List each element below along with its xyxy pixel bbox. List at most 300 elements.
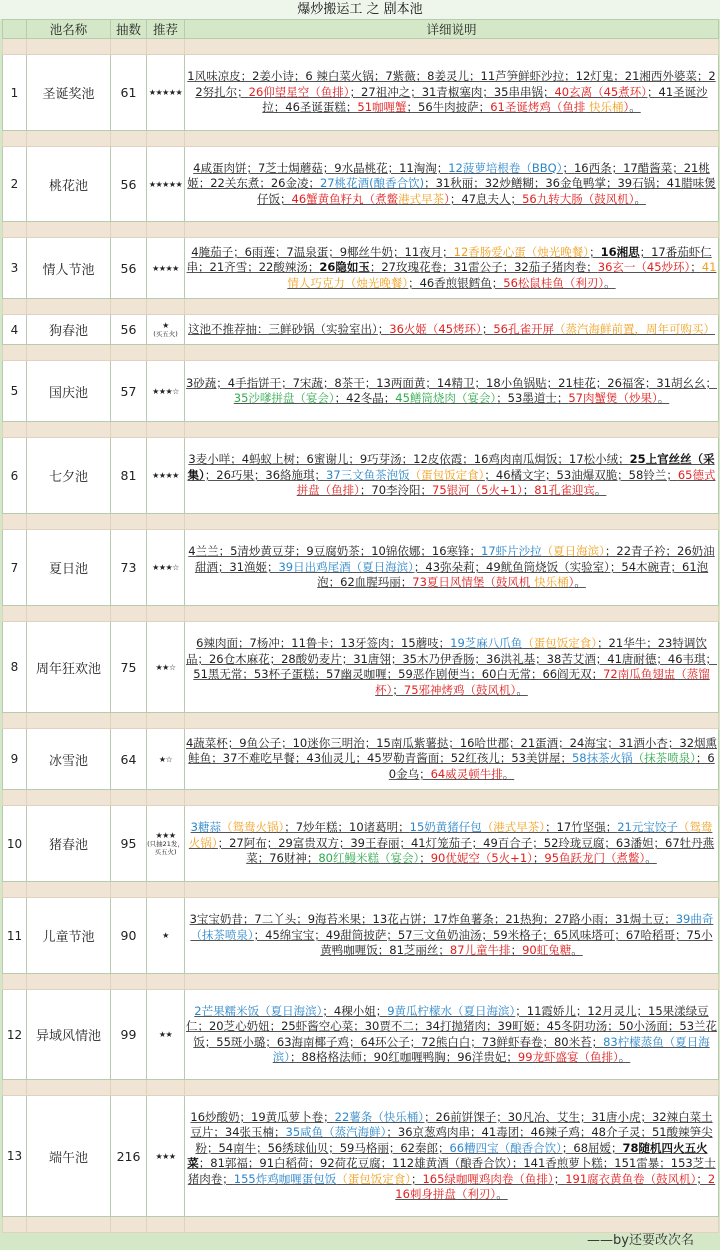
detail-segment: （港式早茶）: [481, 820, 546, 835]
detail-segment: 16湘思: [600, 244, 640, 259]
detail-segment: ；: [589, 244, 601, 259]
recommend-stars: [147, 990, 185, 1080]
recommend-stars: [147, 1096, 185, 1217]
pool-name: 七夕池: [27, 438, 111, 514]
detail-segment: ；: [690, 260, 702, 275]
pool-name: 情人节池: [27, 238, 111, 299]
detail-segment: 56松鼠桂鱼（利刃）: [503, 275, 605, 290]
detail-segment: 快乐桶: [530, 575, 569, 590]
detail-segment: ；: [532, 851, 545, 866]
separator-cell: [27, 606, 111, 622]
separator-row: [3, 974, 719, 990]
separator-cell: [111, 222, 147, 238]
separator-cell: [185, 713, 719, 729]
separator-cell: [27, 299, 111, 315]
detail-segment: ；16西条；17醋酱菜；21桃姬；22关东煮；26金凌；: [187, 160, 710, 191]
separator-cell: [27, 790, 111, 806]
separator-cell: [111, 299, 147, 315]
pool-row: [3, 729, 719, 790]
separator-row: [3, 514, 719, 530]
detail-segment: ；17竹坚强；: [545, 820, 618, 835]
star-rating: ★★: [158, 1030, 173, 1039]
row-number: 4: [3, 315, 27, 345]
separator-cell: [27, 713, 111, 729]
pool-detail: [185, 990, 719, 1080]
detail-segment: 2芒果糯米饭（夏日海滨）: [194, 1003, 323, 1018]
draw-count: 81: [111, 438, 147, 514]
pool-name: 周年狂欢池: [27, 622, 111, 713]
separator-cell: [185, 39, 719, 55]
detail-segment: 46蟹黄鱼籽丸（煮鳖: [291, 191, 399, 206]
pool-detail: [185, 361, 719, 422]
detail-segment: ；7炒年糕；10诸葛明；: [284, 820, 410, 835]
row-number: 8: [3, 622, 27, 713]
pool-name: 端午池: [27, 1096, 111, 1217]
detail-segment: （蛋包饭定食）: [336, 1171, 411, 1186]
header-row: [3, 20, 719, 39]
detail-segment: 45鳝筒烧肉（宴会）: [395, 391, 497, 405]
detail-segment: 61圣诞烤鸡（鱼排: [490, 100, 586, 115]
pool-table-body: [3, 39, 719, 1233]
separator-cell: [3, 39, 27, 55]
detail-segment: 。: [496, 1187, 508, 1201]
separator-cell: [3, 713, 27, 729]
detail-segment: ）: [623, 100, 630, 115]
separator-cell: [185, 299, 719, 315]
row-number: 13: [3, 1096, 27, 1217]
detail-segment: （夏日海滨）: [541, 544, 605, 559]
draw-count: 61: [111, 55, 147, 131]
pool-detail: [185, 729, 719, 790]
detail-segment: 。: [634, 191, 646, 206]
separator-cell: [3, 790, 27, 806]
separator-cell: [111, 422, 147, 438]
recommend-stars: [147, 530, 185, 606]
detail-segment: 36火姬（45烤环）: [389, 321, 482, 336]
detail-segment: ；60金乌；: [388, 751, 715, 781]
detail-segment: ；43弥朵莉；49鱿鱼筒烧饭（实验室）；54木碗青；61泡泡；62血腥玛丽；: [317, 559, 709, 590]
detail-segment: 22薯条（快乐桶）: [334, 1109, 425, 1124]
pool-detail: [185, 898, 719, 974]
detail-segment: 26隐如玉: [319, 260, 370, 275]
separator-row: [3, 39, 719, 55]
detail-segment: ；47息夫人；: [449, 191, 523, 206]
detail-segment: 港式早茶: [398, 191, 445, 206]
draw-count: 73: [111, 530, 147, 606]
detail-segment: 3麦小咩；4蚂蚁上树；6蜜谢儿；9巧芽汤；12皮依霞；16鸡肉南瓜焗饭；17松小绒；: [188, 452, 630, 467]
detail-segment: ；46香煎银鳕鱼；: [408, 275, 504, 290]
detail-segment: ；46橘文字；53油爆双脆；58铃兰；: [484, 467, 678, 482]
pool-row: [3, 898, 719, 974]
separator-cell: [3, 882, 27, 898]
separator-cell: [147, 790, 185, 806]
recommend-stars: [147, 898, 185, 974]
star-rating: ★: [162, 931, 169, 940]
pool-detail: [185, 622, 719, 713]
row-number: 11: [3, 898, 27, 974]
detail-segment: ；70李泠阳；: [359, 483, 433, 498]
detail-segment: 。: [629, 100, 641, 115]
row-number: 12: [3, 990, 27, 1080]
row-number: 3: [3, 238, 27, 299]
separator-row: [3, 790, 719, 806]
detail-segment: 。: [571, 943, 583, 958]
credit-text: ——by还要改次名: [587, 1233, 694, 1248]
separator-cell: [3, 131, 27, 147]
separator-cell: [147, 514, 185, 530]
row-number: 6: [3, 438, 27, 514]
recommend-stars: [147, 55, 185, 131]
separator-cell: [185, 606, 719, 622]
detail-segment: ；: [510, 943, 523, 958]
header-index: [3, 20, 27, 39]
detail-segment: 16炒酸奶；19黄瓜萝卜卷；: [190, 1109, 335, 1124]
separator-cell: [185, 131, 719, 147]
detail-segment: 81孔雀迎宾: [534, 483, 595, 498]
detail-segment: ；: [522, 483, 535, 498]
pool-name: 圣诞奖池: [27, 55, 111, 131]
detail-segment: 。: [594, 483, 607, 498]
detail-segment: 39曲奇（抹茶喷泉）: [190, 912, 714, 942]
star-rating: ★☆: [158, 754, 173, 764]
detail-segment: ；17番茄虾仁串；21齐雪；22酸辣汤；: [186, 244, 712, 275]
star-rating: ★★★☆: [152, 386, 179, 396]
star-rating: ★★★★★: [148, 179, 183, 189]
separator-row: [3, 422, 719, 438]
detail-segment: ；26巧果；36絡施琪；: [204, 467, 327, 482]
separator-cell: [111, 713, 147, 729]
detail-segment: 25上官丝丝（采集）: [187, 452, 715, 482]
detail-segment: 。: [618, 1050, 631, 1064]
separator-cell: [147, 299, 185, 315]
recommend-stars: [147, 361, 185, 422]
detail-segment: 191腐衣黄鱼卷（鼓风机）: [565, 1171, 697, 1186]
star-rating: ★: [162, 321, 169, 330]
pool-detail: [185, 806, 719, 882]
separator-cell: [3, 345, 27, 361]
row-number: 7: [3, 530, 27, 606]
detail-segment: 4腌茄子；6雨莲；7温泉蛋；9椰丝牛奶；11夜月；: [191, 244, 454, 259]
recommend-stars: [147, 315, 185, 345]
separator-cell: [27, 345, 111, 361]
draw-count: 95: [111, 806, 147, 882]
separator-cell: [111, 131, 147, 147]
draw-count: 90: [111, 898, 147, 974]
row-number: 5: [3, 361, 27, 422]
separator-cell: [27, 131, 111, 147]
pool-row: [3, 238, 719, 299]
draw-count: 99: [111, 990, 147, 1080]
detail-segment: 3宝宝奶昔；7二丫头；9海苔米果；13花占饼；17炸鱼薯条；21热狗；27路小雨；31焗土豆；: [189, 912, 676, 927]
detail-segment: 155炸鸡咖喱蛋包饭: [233, 1171, 337, 1186]
star-rating: ★★★: [155, 831, 176, 840]
separator-row: [3, 882, 719, 898]
header-pool-name: 池名称: [27, 20, 111, 39]
star-rating: ★★★★: [152, 263, 179, 273]
pool-name: 儿童节池: [27, 898, 111, 974]
detail-segment: 。: [574, 575, 586, 590]
pool-name: 夏日池: [27, 530, 111, 606]
detail-segment: 3糖蒜: [190, 820, 221, 835]
separator-cell: [147, 345, 185, 361]
pool-detail: [185, 55, 719, 131]
detail-segment: ）: [568, 575, 575, 590]
separator-cell: [27, 882, 111, 898]
separator-cell: [27, 514, 111, 530]
detail-segment: 12菠萝培根卷（BBQ）: [448, 160, 563, 175]
recommend-stars: [147, 238, 185, 299]
pool-row: [3, 806, 719, 882]
separator-cell: [27, 39, 111, 55]
recommend-stars: [147, 438, 185, 514]
detail-segment: 64威灵顿牛排: [430, 766, 503, 781]
separator-cell: [111, 1217, 147, 1233]
separator-row: [3, 222, 719, 238]
pool-name: 狗春池: [27, 315, 111, 345]
detail-segment: （蛋包饭定食）: [522, 636, 598, 650]
separator-cell: [27, 422, 111, 438]
recommend-stars: [147, 622, 185, 713]
separator-cell: [3, 514, 27, 530]
detail-segment: （抹茶喷泉）: [632, 751, 696, 766]
detail-segment: 83柠檬蒸鱼（夏日海滨）: [272, 1034, 710, 1064]
row-number: 1: [3, 55, 27, 131]
separator-cell: [3, 222, 27, 238]
separator-row: [3, 606, 719, 622]
detail-segment: （蛋包饭定食）: [409, 467, 485, 482]
pool-name: 冰雪池: [27, 729, 111, 790]
star-rating: ★★☆: [155, 662, 176, 672]
pool-row: [3, 55, 719, 131]
separator-cell: [147, 131, 185, 147]
detail-segment: 。: [516, 682, 528, 697]
separator-cell: [111, 606, 147, 622]
detail-segment: 58抹茶火锅: [571, 751, 633, 766]
detail-segment: ；: [392, 682, 404, 697]
detail-segment: 87儿童牛排: [449, 943, 511, 958]
detail-segment: 80红鳗米糕（宴会）: [318, 851, 420, 866]
detail-segment: 73夏日风情堡（鼓风机: [412, 575, 531, 590]
detail-segment: （鸳鸯火锅）: [220, 820, 285, 835]
detail-segment: 21元宝饺子: [617, 820, 678, 835]
detail-segment: 56孔雀开屏: [493, 321, 554, 336]
detail-segment: 。: [502, 766, 515, 781]
detail-segment: 72南瓜鱼翅盅（蒸馏杯）: [375, 667, 710, 697]
detail-segment: （鸳鸯火锅）: [188, 820, 713, 850]
detail-segment: 95鱼跃龙门（煮鳖）: [544, 851, 646, 866]
detail-segment: ；88格格法师；90红咖喱鸭胸；96洋贵妃；: [289, 1050, 518, 1064]
detail-segment: ；26前饼馃子；30凡冶、艾生；31唐小虎；32辣白菜土豆片；34张玉楠；: [190, 1109, 713, 1139]
separator-row: [3, 345, 719, 361]
separator-cell: [3, 606, 27, 622]
pool-table: [2, 19, 719, 1233]
separator-cell: [147, 713, 185, 729]
detail-segment: ；27祖冲之；31青椒塞肉；35串串锅；: [349, 84, 555, 99]
detail-segment: 56九转大肠（鼓风机）: [522, 191, 635, 206]
separator-cell: [147, 882, 185, 898]
draw-count: 56: [111, 315, 147, 345]
separator-cell: [3, 974, 27, 990]
detail-segment: 19芝麻八爪鱼: [450, 636, 523, 650]
detail-segment: 6辣肉面；7杨冲；11鲁卡；13牙签肉；15蘑吱；: [196, 636, 451, 650]
separator-cell: [111, 1080, 147, 1096]
pool-name: 桃花池: [27, 147, 111, 222]
detail-segment: 。: [645, 851, 657, 866]
detail-segment: ；68屈嫒；: [561, 1140, 623, 1155]
separator-cell: [147, 606, 185, 622]
separator-row: [3, 299, 719, 315]
separator-cell: [111, 514, 147, 530]
separator-cell: [27, 1217, 111, 1233]
detail-segment: ；21华牛；23特调饮品；26仓木麻花；28酸奶麦片；31唐翎；35木乃伊香肠；36洪礼基；38苦艾酒；41唐耐德；46韦琪；51黑无常；53杯子蛋糕；57幽灵咖喱；59恶作剧便当；60白无常；66阎无双；: [185, 636, 718, 681]
separator-row: [3, 131, 719, 147]
draw-count: 56: [111, 147, 147, 222]
recommend-note: (买五火): [153, 330, 178, 338]
detail-segment: 。: [604, 275, 616, 290]
separator-row: [3, 713, 719, 729]
recommend-note: (只抽21发，买五火): [147, 840, 184, 856]
detail-segment: ）: [444, 191, 450, 206]
star-rating: ★★★★★: [148, 88, 183, 97]
detail-segment: 51咖喱蟹: [357, 100, 407, 115]
detail-segment: ；: [410, 1171, 423, 1186]
separator-cell: [147, 39, 185, 55]
pool-name: 异域风情池: [27, 990, 111, 1080]
separator-cell: [185, 345, 719, 361]
pool-detail: [185, 147, 719, 222]
detail-segment: 12香肠爱心蛋（烛光晚餐）: [453, 244, 590, 259]
detail-segment: 37三文鱼茶泡饭: [326, 467, 410, 482]
separator-cell: [27, 222, 111, 238]
pool-name: 猪春池: [27, 806, 111, 882]
pool-row: [3, 361, 719, 422]
star-rating: ★★★☆: [152, 563, 179, 572]
detail-segment: 57肉蟹煲（炒果）: [568, 391, 658, 405]
detail-segment: 90虹兔糖: [522, 943, 572, 958]
detail-segment: 75邪神烤鸡（鼓风机）: [403, 682, 517, 697]
separator-cell: [111, 345, 147, 361]
separator-cell: [147, 222, 185, 238]
pool-row: [3, 990, 719, 1080]
detail-segment: ；45绵宝宝；49甜筒披萨；57三文鱼奶油汤；59米格子；65风味塔可；67哈稻哥；75小黄鸭咖喱饭；81芝丽丝；: [253, 927, 713, 958]
separator-cell: [185, 222, 719, 238]
detail-segment: ；42冬晶；: [334, 391, 396, 405]
separator-cell: [147, 422, 185, 438]
detail-segment: ；: [481, 321, 494, 336]
detail-segment: 快乐桶: [585, 100, 624, 115]
recommend-stars: [147, 147, 185, 222]
detail-segment: 27桃花酒(酿香合饮): [319, 176, 425, 191]
detail-segment: 65德式拼盘（鱼排）: [296, 467, 716, 498]
separator-cell: [185, 422, 719, 438]
detail-segment: 41情人巧克力（烛光晚餐）: [287, 260, 717, 290]
pool-detail: [185, 438, 719, 514]
draw-count: 75: [111, 622, 147, 713]
separator-cell: [111, 39, 147, 55]
separator-cell: [111, 790, 147, 806]
detail-segment: 1风味凉皮；2姜小诗；6 辣白菜火锅；7紫薇；8姜灵儿；11芦笋鲜虾沙拉；12灯鬼；21湘西外婆菜；22努扎尔；: [187, 69, 716, 99]
separator-cell: [111, 974, 147, 990]
detail-segment: 66糟四宝（酿香合饮）: [449, 1140, 562, 1155]
detail-segment: ；27玫瑰花卷；31雷公子；32茄子猪肉卷；: [369, 260, 598, 275]
pool-detail: [185, 530, 719, 606]
detail-segment: 4蔬菜杯；9鱼公子；10迷你三明治；15南瓜紫薯挞；16哈世郡；21蛋酒；24海宝；31酒小杏；32烟熏鲑鱼；37不难吃早餐；43仙灵儿；45罗勒青酱面；52红孩儿；53美饼屋；: [185, 735, 718, 766]
draw-count: 216: [111, 1096, 147, 1217]
recommend-stars: [147, 729, 185, 790]
detail-segment: 15奶黄猪仔包: [409, 820, 482, 835]
detail-segment: 这池不推荐抽：三鲜砂锅（实验室出）；: [188, 321, 390, 336]
detail-segment: ；56牛肉披萨；: [406, 100, 491, 115]
detail-segment: 36玄一（45炒环）: [597, 260, 691, 275]
separator-cell: [185, 974, 719, 990]
sheet-title: 爆炒搬运工 之 剧本池: [0, 0, 720, 19]
detail-segment: 3砂蔬；4手指饼干；7宋蔬；8茶干；13两面黄；14精卫；18小鱼锅贴；21桂花；26福客；31胡幺幺；: [185, 375, 718, 390]
pool-row: [3, 530, 719, 606]
draw-count: 64: [111, 729, 147, 790]
separator-cell: [3, 299, 27, 315]
detail-segment: ；22青子衿；26奶油甜酒；31渔姬；: [194, 544, 715, 574]
separator-cell: [185, 1080, 719, 1096]
detail-segment: 75银河（5火+1）: [432, 483, 523, 498]
row-number: 10: [3, 806, 27, 882]
detail-segment: 17虾片沙拉: [481, 544, 542, 559]
header-detail: 详细说明: [185, 20, 719, 39]
detail-segment: ；36京葱鸡肉串；41毒团；46辣子鸡；48介子灵；51酸辣笋尖粉；54南牛；56绣球仙贝；59马格丽；62秦郎；: [195, 1125, 713, 1155]
detail-segment: 26仰望星空（鱼排）: [248, 84, 350, 99]
separator-cell: [185, 514, 719, 530]
separator-cell: [27, 974, 111, 990]
detail-segment: ；4稞小姐；: [322, 1003, 388, 1018]
detail-segment: ；53墨道士；: [496, 391, 569, 405]
separator-cell: [111, 882, 147, 898]
detail-segment: 。: [657, 391, 670, 405]
header-draws: 抽数: [111, 20, 147, 39]
detail-segment: 4兰兰；5清炒黄豆芽；9豆腐奶茶；10锦依娜；16寒锋；: [188, 544, 482, 559]
detail-segment: ；: [553, 1171, 566, 1186]
separator-cell: [3, 1080, 27, 1096]
separator-cell: [147, 1080, 185, 1096]
separator-cell: [3, 1217, 27, 1233]
pool-row: [3, 315, 719, 345]
pool-row: [3, 622, 719, 713]
detail-segment: （蒸汽海鲜前置，周年可购买）: [553, 321, 715, 336]
pool-row: [3, 147, 719, 222]
detail-segment: 165绿咖喱鸡肉卷（鱼排）: [422, 1171, 554, 1186]
detail-segment: ；41圣诞沙拉；46圣诞蛋糕；: [262, 84, 708, 115]
draw-count: 56: [111, 238, 147, 299]
separator-cell: [185, 790, 719, 806]
detail-segment: 40玄离（45煮环）: [554, 84, 647, 99]
star-rating: ★★★: [155, 1151, 176, 1161]
detail-segment: 78随机四火五火菜: [187, 1140, 708, 1170]
pool-row: [3, 438, 719, 514]
detail-segment: 35沙嗲拼盘（宴会）: [233, 391, 335, 405]
draw-count: 57: [111, 361, 147, 422]
detail-segment: ；27阿布；29富贵双方；39王春丽；41灯笼茄子；49百合子；52玲珑豆腐；63潘妲；67牡丹燕菜；76财神；: [217, 835, 715, 866]
separator-cell: [147, 1217, 185, 1233]
pool-name: 国庆池: [27, 361, 111, 422]
detail-segment: ；31秋丽；32炒鳝糊；36金龟鸭掌；39石锅；41腊味煲仔饭；: [257, 176, 716, 206]
detail-segment: 216刺身拼盘（利刃）: [395, 1171, 716, 1201]
star-rating: ★★★★: [152, 471, 179, 480]
separator-cell: [3, 422, 27, 438]
detail-segment: 90优妮空（5火+1）: [430, 851, 533, 866]
detail-segment: ；81郭福；91白稻荷；92荷花豆腐；112雄黄酒（酿香合饮）；141香煎萝卜糕；151雷暴；153芝士猪肉卷；: [187, 1156, 716, 1186]
row-number: 9: [3, 729, 27, 790]
header-recommend: 推荐: [147, 20, 185, 39]
recommend-stars: [147, 806, 185, 882]
separator-cell: [27, 1080, 111, 1096]
